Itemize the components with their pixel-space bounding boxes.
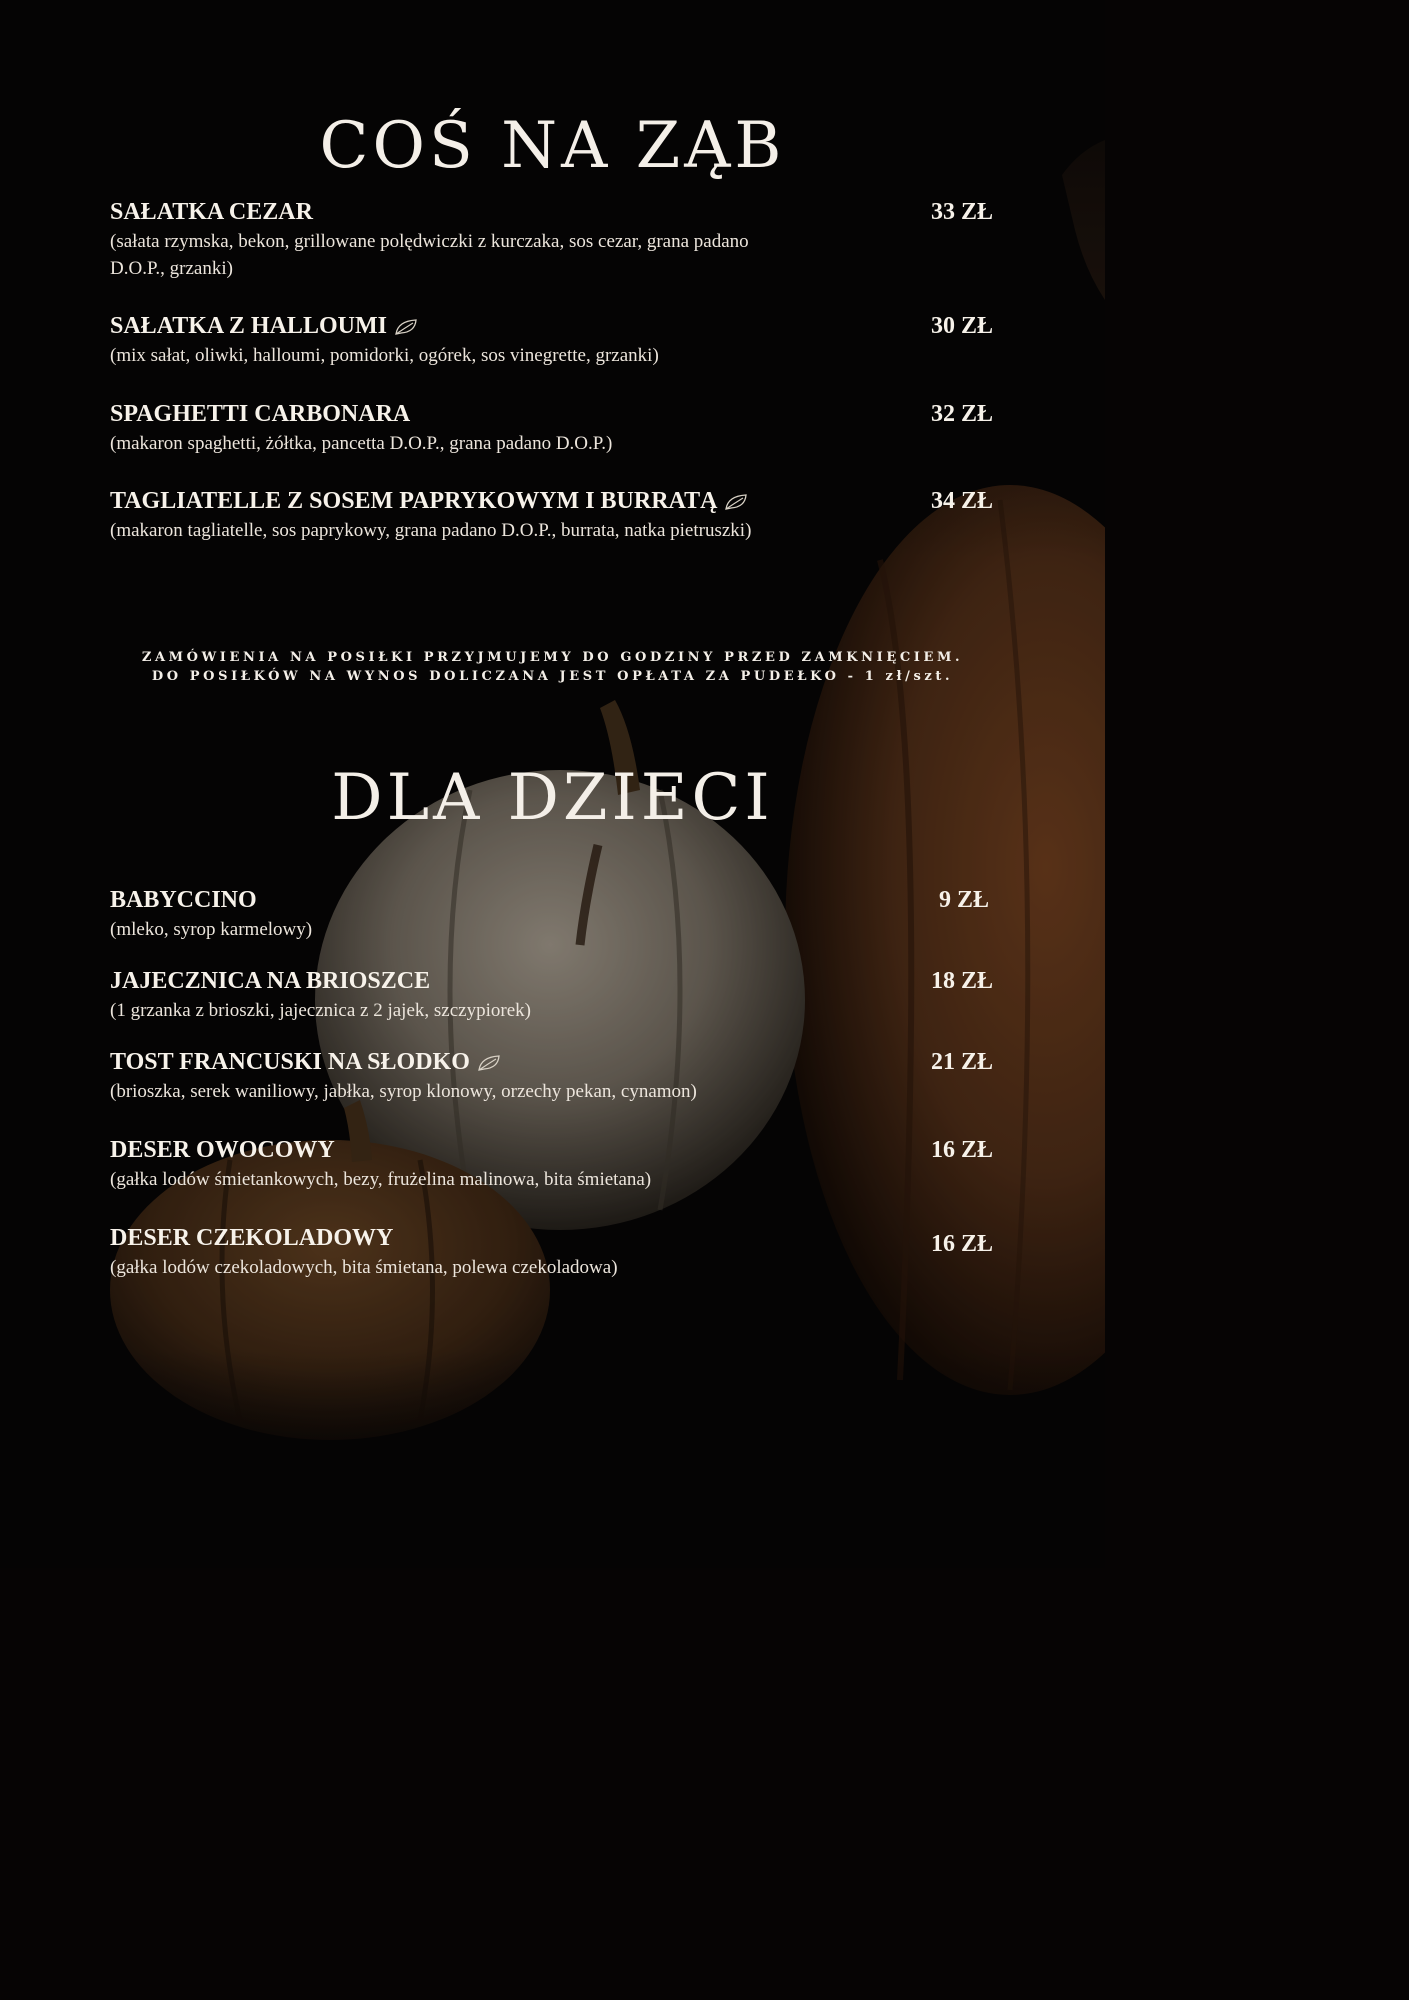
item-name: DESER OWOCOWY bbox=[110, 1137, 335, 1163]
item-name: TOST FRANCUSKI NA SŁODKO bbox=[110, 1048, 502, 1076]
item-price: 30 ZŁ bbox=[930, 313, 993, 339]
menu-item bbox=[110, 1048, 995, 1108]
item-price: 9 ZŁ bbox=[938, 887, 989, 913]
item-description: (1 grzanka z brioszki, jajecznica z 2 jajek, szczypiorek) bbox=[110, 1000, 531, 1021]
item-price: 32 ZŁ bbox=[930, 401, 993, 427]
item-name: SAŁATKA Z HALLOUMI bbox=[110, 312, 419, 340]
item-description: (brioszka, serek waniliowy, jabłka, syrop klonowy, orzechy pekan, cynamon) bbox=[110, 1081, 697, 1102]
item-description: (sałata rzymska, bekon, grillowane polędwiczki z kurczaka, sos cezar, grana padano D.O.P., grzanki) bbox=[110, 231, 749, 279]
order-notice bbox=[0, 648, 1105, 686]
item-description: (mix sałat, oliwki, halloumi, pomidorki, ogórek, sos vinegrette, grzanki) bbox=[110, 345, 659, 366]
menu-item bbox=[110, 312, 995, 372]
item-name: DESER CZEKOLADOWY bbox=[110, 1225, 394, 1251]
item-price: 18 ZŁ bbox=[930, 968, 993, 994]
item-name: SPAGHETTI CARBONARA bbox=[110, 401, 411, 427]
item-name: JAJECZNICA NA BRIOSZCE bbox=[110, 968, 431, 994]
section-title-kids: DLA DZIECI bbox=[331, 761, 774, 835]
menu-item bbox=[110, 487, 995, 547]
menu-item bbox=[110, 1136, 995, 1196]
item-price: 21 ZŁ bbox=[930, 1049, 993, 1075]
item-description: (mleko, syrop karmelowy) bbox=[110, 919, 313, 940]
leaf-icon bbox=[476, 1053, 502, 1073]
notice-line-2: DO POSIŁKÓW NA WYNOS DOLICZANA JEST OPŁATA ZA PUDEŁKO - 1 zł/szt. bbox=[151, 669, 954, 684]
leaf-icon bbox=[393, 317, 419, 337]
notice-line-1: ZAMÓWIENIA NA POSIŁKI PRZYJMUJEMY DO GODZINY PRZED ZAMKNIĘCIEM. bbox=[141, 650, 964, 665]
menu-item bbox=[110, 967, 995, 1027]
item-description: (makaron tagliatelle, sos paprykowy, grana padano D.O.P., burrata, natka pietruszki) bbox=[110, 520, 752, 541]
item-name: SAŁATKA CEZAR bbox=[110, 199, 313, 225]
leaf-icon bbox=[723, 492, 749, 512]
item-name: BABYCCINO bbox=[110, 887, 257, 913]
menu-item bbox=[110, 886, 995, 946]
item-price: 16 ZŁ bbox=[930, 1137, 993, 1163]
menu-item bbox=[110, 400, 995, 460]
item-description: (gałka lodów śmietankowych, bezy, frużelina malinowa, bita śmietana) bbox=[110, 1169, 652, 1190]
item-price: 33 ZŁ bbox=[930, 199, 993, 225]
menu-item bbox=[110, 1224, 995, 1284]
section-title-snacks: COŚ NA ZĄB bbox=[319, 109, 786, 183]
item-description: (makaron spaghetti, żółtka, pancetta D.O.P., grana padano D.O.P.) bbox=[110, 433, 613, 454]
item-price: 34 ZŁ bbox=[930, 488, 993, 514]
item-description: (gałka lodów czekoladowych, bita śmietana, polewa czekoladowa) bbox=[110, 1257, 618, 1278]
item-price: 16 ZŁ bbox=[930, 1231, 993, 1257]
item-name: TAGLIATELLE Z SOSEM PAPRYKOWYM I BURRATĄ bbox=[110, 487, 749, 515]
menu-item bbox=[110, 198, 995, 288]
